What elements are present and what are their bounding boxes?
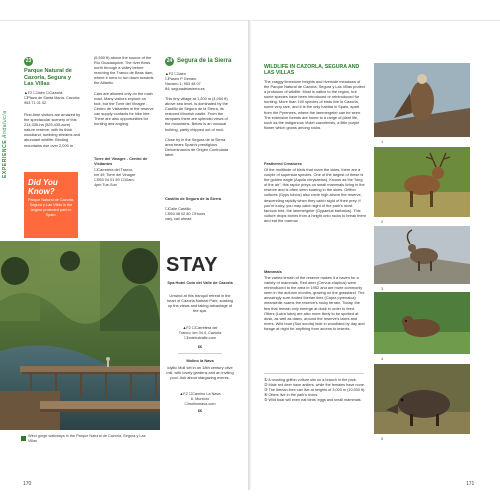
castillo-title: Castillo de Segura de la Sierra (165, 196, 222, 201)
castillo-info (165, 207, 231, 222)
deer-illustration (374, 147, 470, 217)
book-gutter (248, 20, 252, 490)
hotel1-price: €€ (197, 344, 203, 349)
list-divider (264, 373, 364, 374)
left-page-number: 170 (23, 481, 32, 487)
entry-24-title: Segura de la Sierra (177, 58, 232, 64)
hotel1-text: Unwind at this tranquil retreat in the heart of Cazorla Natural Park, soaking up the views and taking advantage of the spa. (167, 293, 233, 314)
gorge-walkway-photo (0, 241, 160, 430)
castillo-info-line: ☐Calle Castillo (165, 207, 191, 211)
stay-divider (178, 353, 222, 354)
entry-24-info-line: 84; seguradelasierra.es (165, 87, 205, 91)
hotel2-text: Idyllic Moll set in an 18th century olive mill, with lovely gardens and an inviting pool. Ask about stargazing events. (166, 365, 234, 381)
entry-24-info (165, 72, 235, 92)
entry-24-info-line: Navarro 1; 953 48 07 (165, 82, 201, 86)
did-you-know-heading: Did You Know? (28, 178, 58, 196)
hotel2-info-line: ▲F2 ☐Camino La Nava (179, 392, 221, 396)
vulture-photo (374, 63, 470, 137)
hotel1-info (166, 326, 234, 341)
ibex-photo (374, 226, 470, 284)
feathered-body: Of the multitude of birds that roam the skies, there are a couple of superstar species. One of the largest of these is the golden eagle (Aquila chrysaetos). Known as the "king of the air", this raptor preys on small mammals living in the reserve and is often seen soaring in the skies. Griffon vultures (Gyps fulvus) also circle high above the reserve, descending rapidly when they catch sight of their prey. If you're lucky, you may catch sight of the park's most famous bird, the lammergeier (Gypaetus barbatus). This vulture drops bones from a height onto rocks to break them and eat the marrow. (264, 167, 366, 223)
feathered-title: Feathered Creatures (264, 161, 302, 166)
entry-23-info-line: ▲F2 ☐Jaén ☐Cazorla (24, 91, 63, 95)
entry-24-body: This tiny village at 1,200 m (4,000 ft) above sea level, is dominated by the Castillo de Segura de la Sierra, its restored Moorish castle. From the ramparts there are splendid views of the mountains. Below is an unusual bullring, partly chipped out of rock. Close by in the Segura de la Sierra area bears Spain's prestigious Denominación de Origen Controlada label. (165, 96, 229, 158)
hotel2-price: €€ (197, 408, 203, 413)
caption-marker-icon (21, 436, 26, 441)
side-tab (0, 56, 9, 196)
hotel2-info (166, 392, 234, 407)
entry-24-info-line: ☐Paseo P Genaro (165, 77, 197, 81)
photo-number: 2 (381, 219, 384, 224)
side-tab-strong: EXPERIENCE (2, 139, 8, 178)
gorge-walkway-illustration (0, 241, 160, 430)
entry-23-title: Parque Natural de Cazorla, Segura y Las Villas (24, 68, 72, 88)
entry-24-number: 24 (166, 58, 173, 64)
photo-number: 4 (381, 356, 384, 361)
entry-23-body: First-time visitors are amazed by the spectacular scenery of this 214,336-ha (529,435-acre) nature reserve, with its thick woodland, tumbling streams and abundant wildlife. Binding mountains rise over 2,000 m (24, 112, 81, 148)
hotel1-info-line: Tranco, km 34.4, Cazorla (178, 331, 222, 335)
did-you-know-box (24, 172, 78, 238)
hotel2-info-line: 6, Montoro (190, 397, 210, 401)
otter-illustration (374, 292, 470, 354)
list-item: ④ Otters live in the park's rivers. (264, 393, 319, 397)
otter-photo (374, 292, 470, 354)
ibex-illustration (374, 226, 470, 284)
photo-caption-list (264, 378, 366, 403)
photo-number: 1 (381, 139, 384, 144)
list-item: ② Male red deer have antlers, while the females have none. (264, 383, 365, 387)
hotel2-name: Molino la Nava (186, 358, 214, 363)
torre-info-line: km 49, Torre del Vinagre (94, 173, 136, 177)
entry-23-info (24, 91, 82, 106)
mammals-body: The varied terrain of the reserve makes it a haven for a variety of mammals. Red deer (Cervus elaphus) were reintroduced to the area in 1952 and are more commonly seen in the autumn months, grazing on the grassland. The amazingly sure-footed Iberian ibex (Capra pyrenaica) meanwhile roams the reserve's rocky terrain. Today, the few that remain only emerge at dusk in order to feed. Otters (Lutra lutra) are also more likely to be spotted at dusk, as well as dawn, around the reserve's lakes and rivers. Wild boar (Sus scrofa) hide in woodland by day and forage at night for anything from acorns to insects. (264, 275, 365, 331)
hotel1-name: Spa Hotel Coto del Valle de Cazorla (167, 280, 233, 285)
red-deer-photo (374, 147, 470, 217)
hotel1-info-line: ▲F2 ☐Carretera del (182, 326, 218, 330)
boar-illustration (374, 364, 470, 434)
hotel1-info-line: ☐hotelcdvalle.com (184, 336, 216, 340)
mammals-title: Mammals (264, 269, 282, 274)
vulture-illustration (374, 63, 470, 137)
torre-info-line: 4pm Tue-Sun (94, 183, 117, 187)
torre-info-line: ☐Carretera del Tranco, (94, 168, 134, 172)
wildlife-title: WILDLIFE IN CAZORLA, SEGURA AND LAS VILLAS (264, 64, 360, 76)
stay-heading: STAY (166, 254, 219, 276)
entry-23-number: 23 (25, 58, 32, 64)
did-you-know-text: Parque Natural de Cazorla, Segura y Las Villas is the largest protected park in Spain. (28, 198, 75, 217)
wildlife-intro: The craggy limestone heights and riverside meadows of the Parque Natural de Cazorla, Segura y Las Villas protect a profusion of wildlife. Most is native to the region, but some species have been introduced or reintroduced for hunting. More than 100 species of birds live in Cazorla, some very rare, and it is the only habitat in Spain, apart from the Pyrenees, where the lammergeier can be seen. The extensive forests are home to a range of plant life, such as the indigenous Violet cazorlensis, a little purple flower which grows among rocks. (264, 79, 365, 130)
torre-info-line: ☐953 04 01 59 ☐10am- (94, 178, 135, 182)
wild-boar-photo (374, 364, 470, 434)
entry-23-info-line: ☐Plaza de Santa María, Cazorla; 953 71 01 02 (24, 96, 81, 105)
castillo-info-line: vary, call ahead (165, 217, 192, 221)
photo-caption: Wind gorge walkways in the Parque Natural de Cazorla, Segura y Las Villas (28, 434, 146, 443)
entry-23-continued: (6,500 ft) above the source of the Río Guadalquivir. The river flows north through a valley before reaching the Tranco de Beas dam, where it turns to run down towards the Atlantic. Cars are allowed only on the main road. Many visitors explore on foot, but the Torre del Vinagre - Centro de Visitantes in the reserve can supply contacts for hike hire. There are also opportunities for hunting and angling. (94, 55, 154, 127)
list-item: ③ The Iberian ibex can live at heights of 3,000 m (10,000 ft). (264, 388, 366, 392)
list-item: ⑤ Wild boar will even eat birds' eggs and small mammals. (264, 398, 362, 402)
right-page-number: 171 (466, 481, 475, 487)
castillo-info-line: ☐953 48 02 80 ☐Hours (165, 212, 206, 216)
list-item: ① A roosting griffon vulture sits on a branch in the park. (264, 378, 357, 382)
entry-24-info-line: ▲F2 ☐Jaén (165, 72, 186, 76)
torre-info (94, 168, 154, 188)
hotel2-info-line: ☐molinonava.com (184, 402, 216, 406)
torre-title: Torre del Vinagre - Centro de Visitantes (94, 156, 148, 167)
side-tab-rest: Andalucía (2, 110, 8, 140)
photo-number: 5 (381, 436, 384, 441)
photo-number: 3 (381, 286, 384, 291)
